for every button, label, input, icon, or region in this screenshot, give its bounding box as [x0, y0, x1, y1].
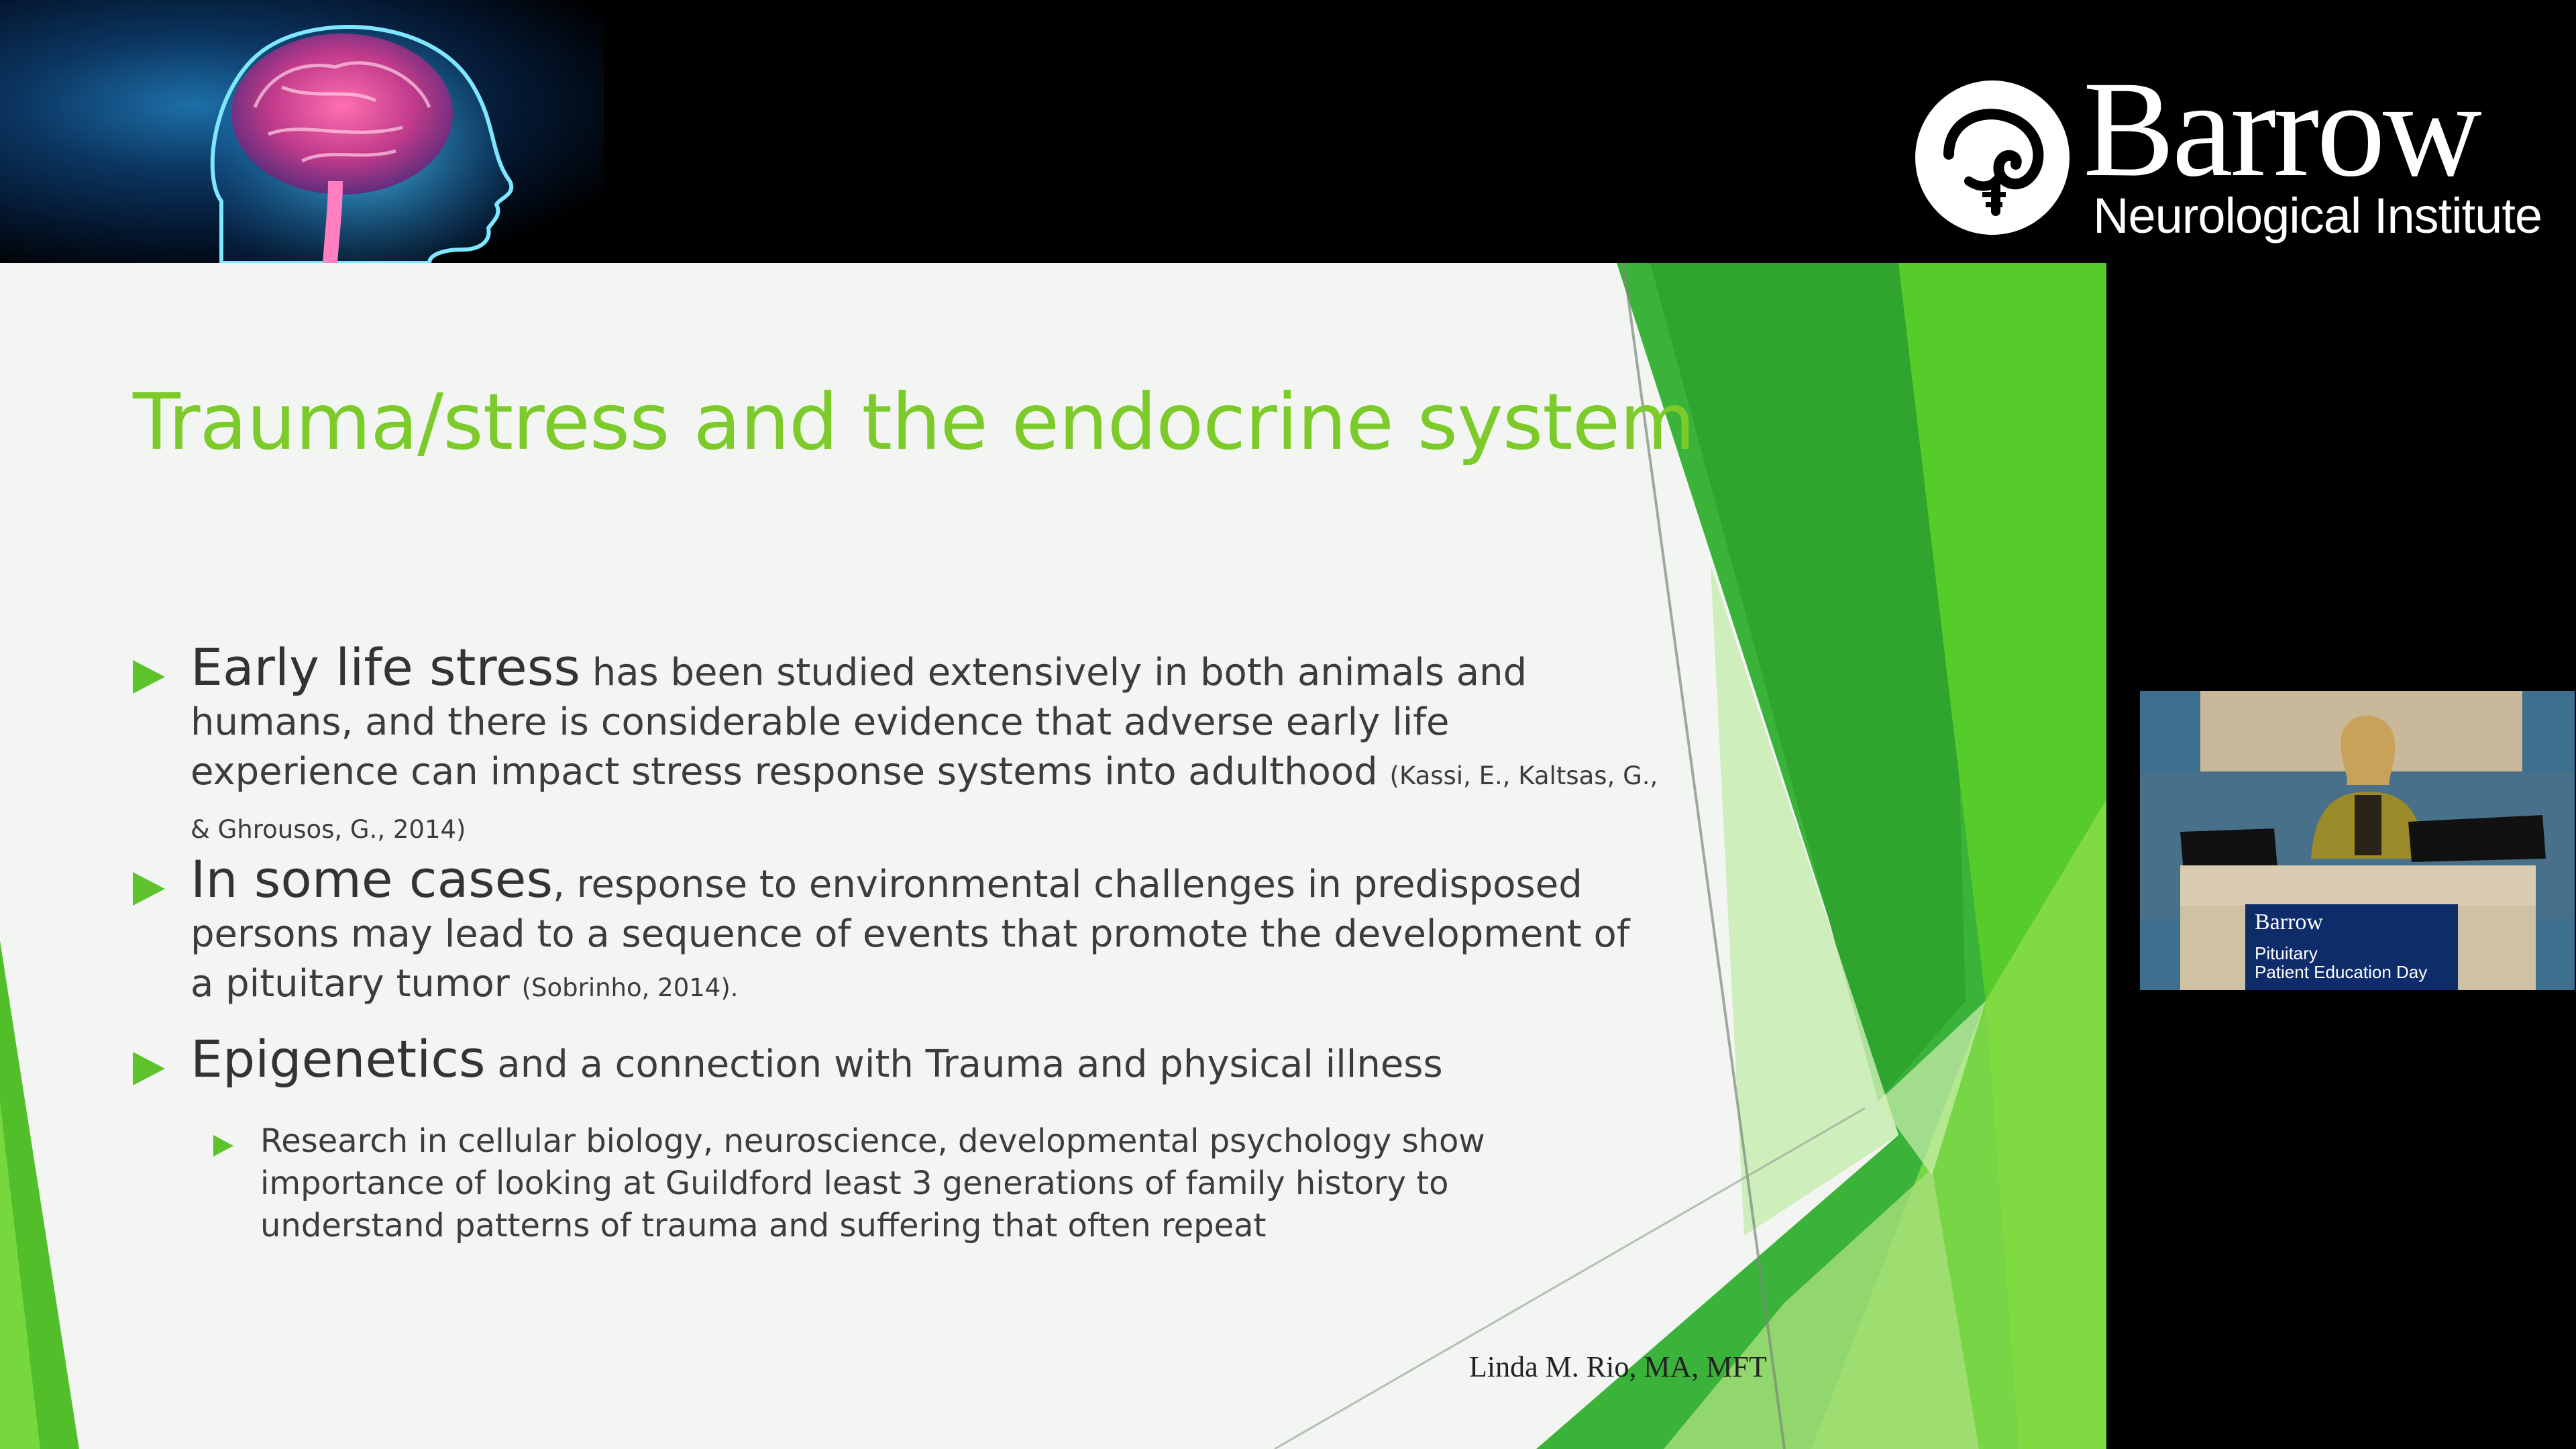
podium-sign-logo: Barrow	[2255, 910, 2323, 934]
barrow-emblem-icon	[1915, 80, 2070, 235]
podium-sign	[2245, 904, 2458, 990]
bullet-body-text: , response to environmental challenges in predisposed persons may lead to a sequence of events that promote the development of a pituitary tumor	[191, 863, 1630, 1006]
bullet-arrow-icon	[133, 872, 165, 906]
bullet-lead: In some cases	[191, 849, 553, 909]
bullet-item	[133, 1029, 1662, 1089]
bullet-arrow-icon	[133, 660, 165, 694]
bullet-body-text: and a connection with Trauma and physical illness	[485, 1042, 1443, 1086]
barrow-subtitle: Neurological Institute	[2093, 188, 2542, 244]
bullet-text	[191, 1029, 1662, 1089]
bullet-citation: (Kassi, E., Kaltsas, G., & Ghrousos, G., 2014)	[191, 761, 1658, 844]
bullet-citation: (Sobrinho, 2014).	[521, 973, 739, 1002]
presentation-slide	[0, 263, 2106, 1449]
bullet-text	[191, 849, 1662, 1013]
bullet-item	[133, 849, 1662, 1013]
podium-sign-line2: Patient Education Day	[2255, 962, 2428, 982]
brain-head-graphic	[0, 0, 604, 263]
bullet-body-text: has been studied extensively in both animals and humans, and there is considerable evidence that adverse early life experience can impact stress response systems into adulthood	[191, 651, 1527, 794]
sub-bullet-item	[213, 1120, 1521, 1247]
bullet-item	[133, 637, 1662, 855]
bullet-arrow-icon	[133, 1052, 165, 1085]
sub-bullet-text: Research in cellular biology, neuroscience, developmental psychology show importance of looking at Guildford least 3 generations of family history to understand patterns of trauma and suffering that often repeat	[260, 1122, 1485, 1244]
barrow-logo	[1915, 53, 2542, 245]
sub-bullet-arrow-icon	[213, 1135, 233, 1157]
podium-sign-line1: Pituitary	[2255, 943, 2318, 963]
bullet-text	[191, 637, 1662, 855]
slide-author: Linda M. Rio, MA, MFT	[1469, 1350, 1767, 1383]
slide-title: Trauma/stress and the endocrine system	[133, 377, 1695, 468]
barrow-wordmark: Barrow	[2083, 53, 2479, 205]
speaker-video-inset	[2140, 691, 2575, 990]
bullet-lead: Early life stress	[191, 637, 580, 697]
bullet-lead: Epigenetics	[191, 1029, 486, 1089]
